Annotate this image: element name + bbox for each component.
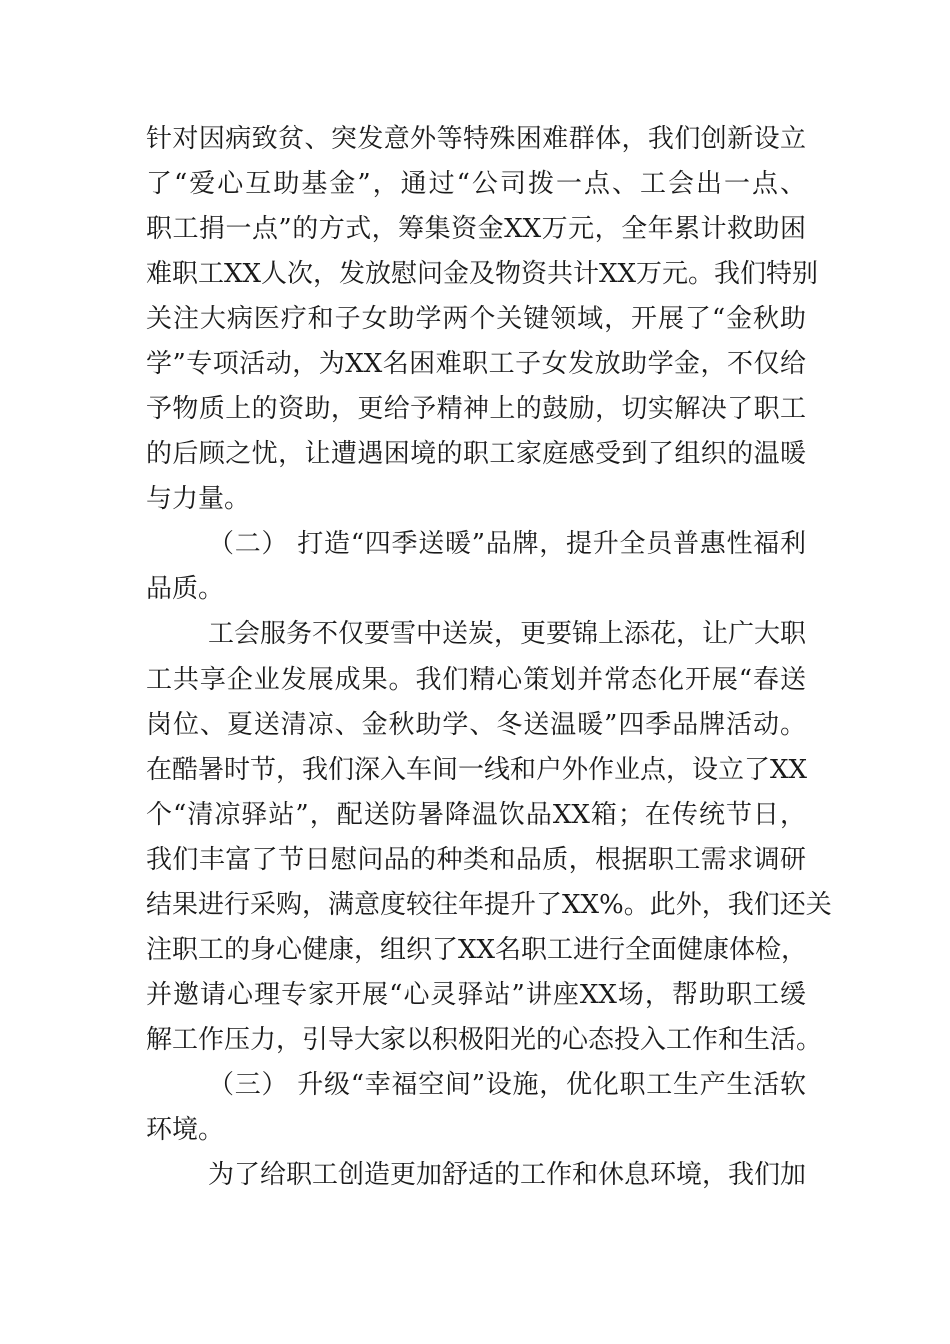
body-text-line: 岗位、夏送清凉、金秋助学、冬送温暖”四季品牌活动。 [146,710,806,740]
body-text-line: 关注大病医疗和子女助学两个关键领域，开展了“金秋助 [146,304,806,334]
body-text-line: 职工捐一点”的方式，筹集资金XX万元，全年累计救助困 [146,214,806,244]
section-heading: （三） 升级“幸福空间”设施，优化职工生产生活软 [208,1070,806,1100]
body-text-line: 在酷暑时节，我们深入车间一线和户外作业点，设立了XX [146,755,808,785]
section-heading: （二） 打造“四季送暖”品牌，提升全员普惠性福利 [208,529,806,559]
body-text-line: 结果进行采购，满意度较往年提升了XX%。此外，我们还关 [146,890,832,920]
body-text-line: 工共享企业发展成果。我们精心策划并常态化开展“春送 [146,665,806,695]
body-text-line: 的后顾之忧，让遭遇困境的职工家庭感受到了组织的温暖 [146,439,806,469]
body-text-line: 我们丰富了节日慰问品的种类和品质，根据职工需求调研 [146,845,806,875]
body-text-line: 工会服务不仅要雪中送炭，更要锦上添花，让广大职 [208,619,807,649]
body-text-line: 予物质上的资助，更给予精神上的鼓励，切实解决了职工 [146,394,806,424]
body-text-line: 难职工XX人次，发放慰问金及物资共计XX万元。我们特别 [146,259,819,289]
section-heading: 环境。 [146,1115,225,1145]
body-text-line: 解工作压力，引导大家以积极阳光的心态投入工作和生活。 [146,1025,823,1055]
body-text-line: 个“清凉驿站”，配送防暑降温饮品XX箱；在传统节日， [146,800,806,830]
body-text-line: 学”专项活动，为XX名困难职工子女发放助学金，不仅给 [146,349,806,379]
body-text-line: 并邀请心理专家开展“心灵驿站”讲座XX场，帮助职工缓 [146,980,806,1010]
body-text-line: 针对因病致贫、突发意外等特殊困难群体，我们创新设立 [146,124,806,154]
section-heading: 品质。 [146,574,225,604]
body-text-line: 为了给职工创造更加舒适的工作和休息环境，我们加 [208,1160,807,1190]
body-text-line: 注职工的身心健康，组织了XX名职工进行全面健康体检， [146,935,808,965]
body-text-line: 了“爱心互助基金”，通过“公司拨一点、工会出一点、 [146,169,806,199]
body-text-line: 与力量。 [146,484,251,514]
